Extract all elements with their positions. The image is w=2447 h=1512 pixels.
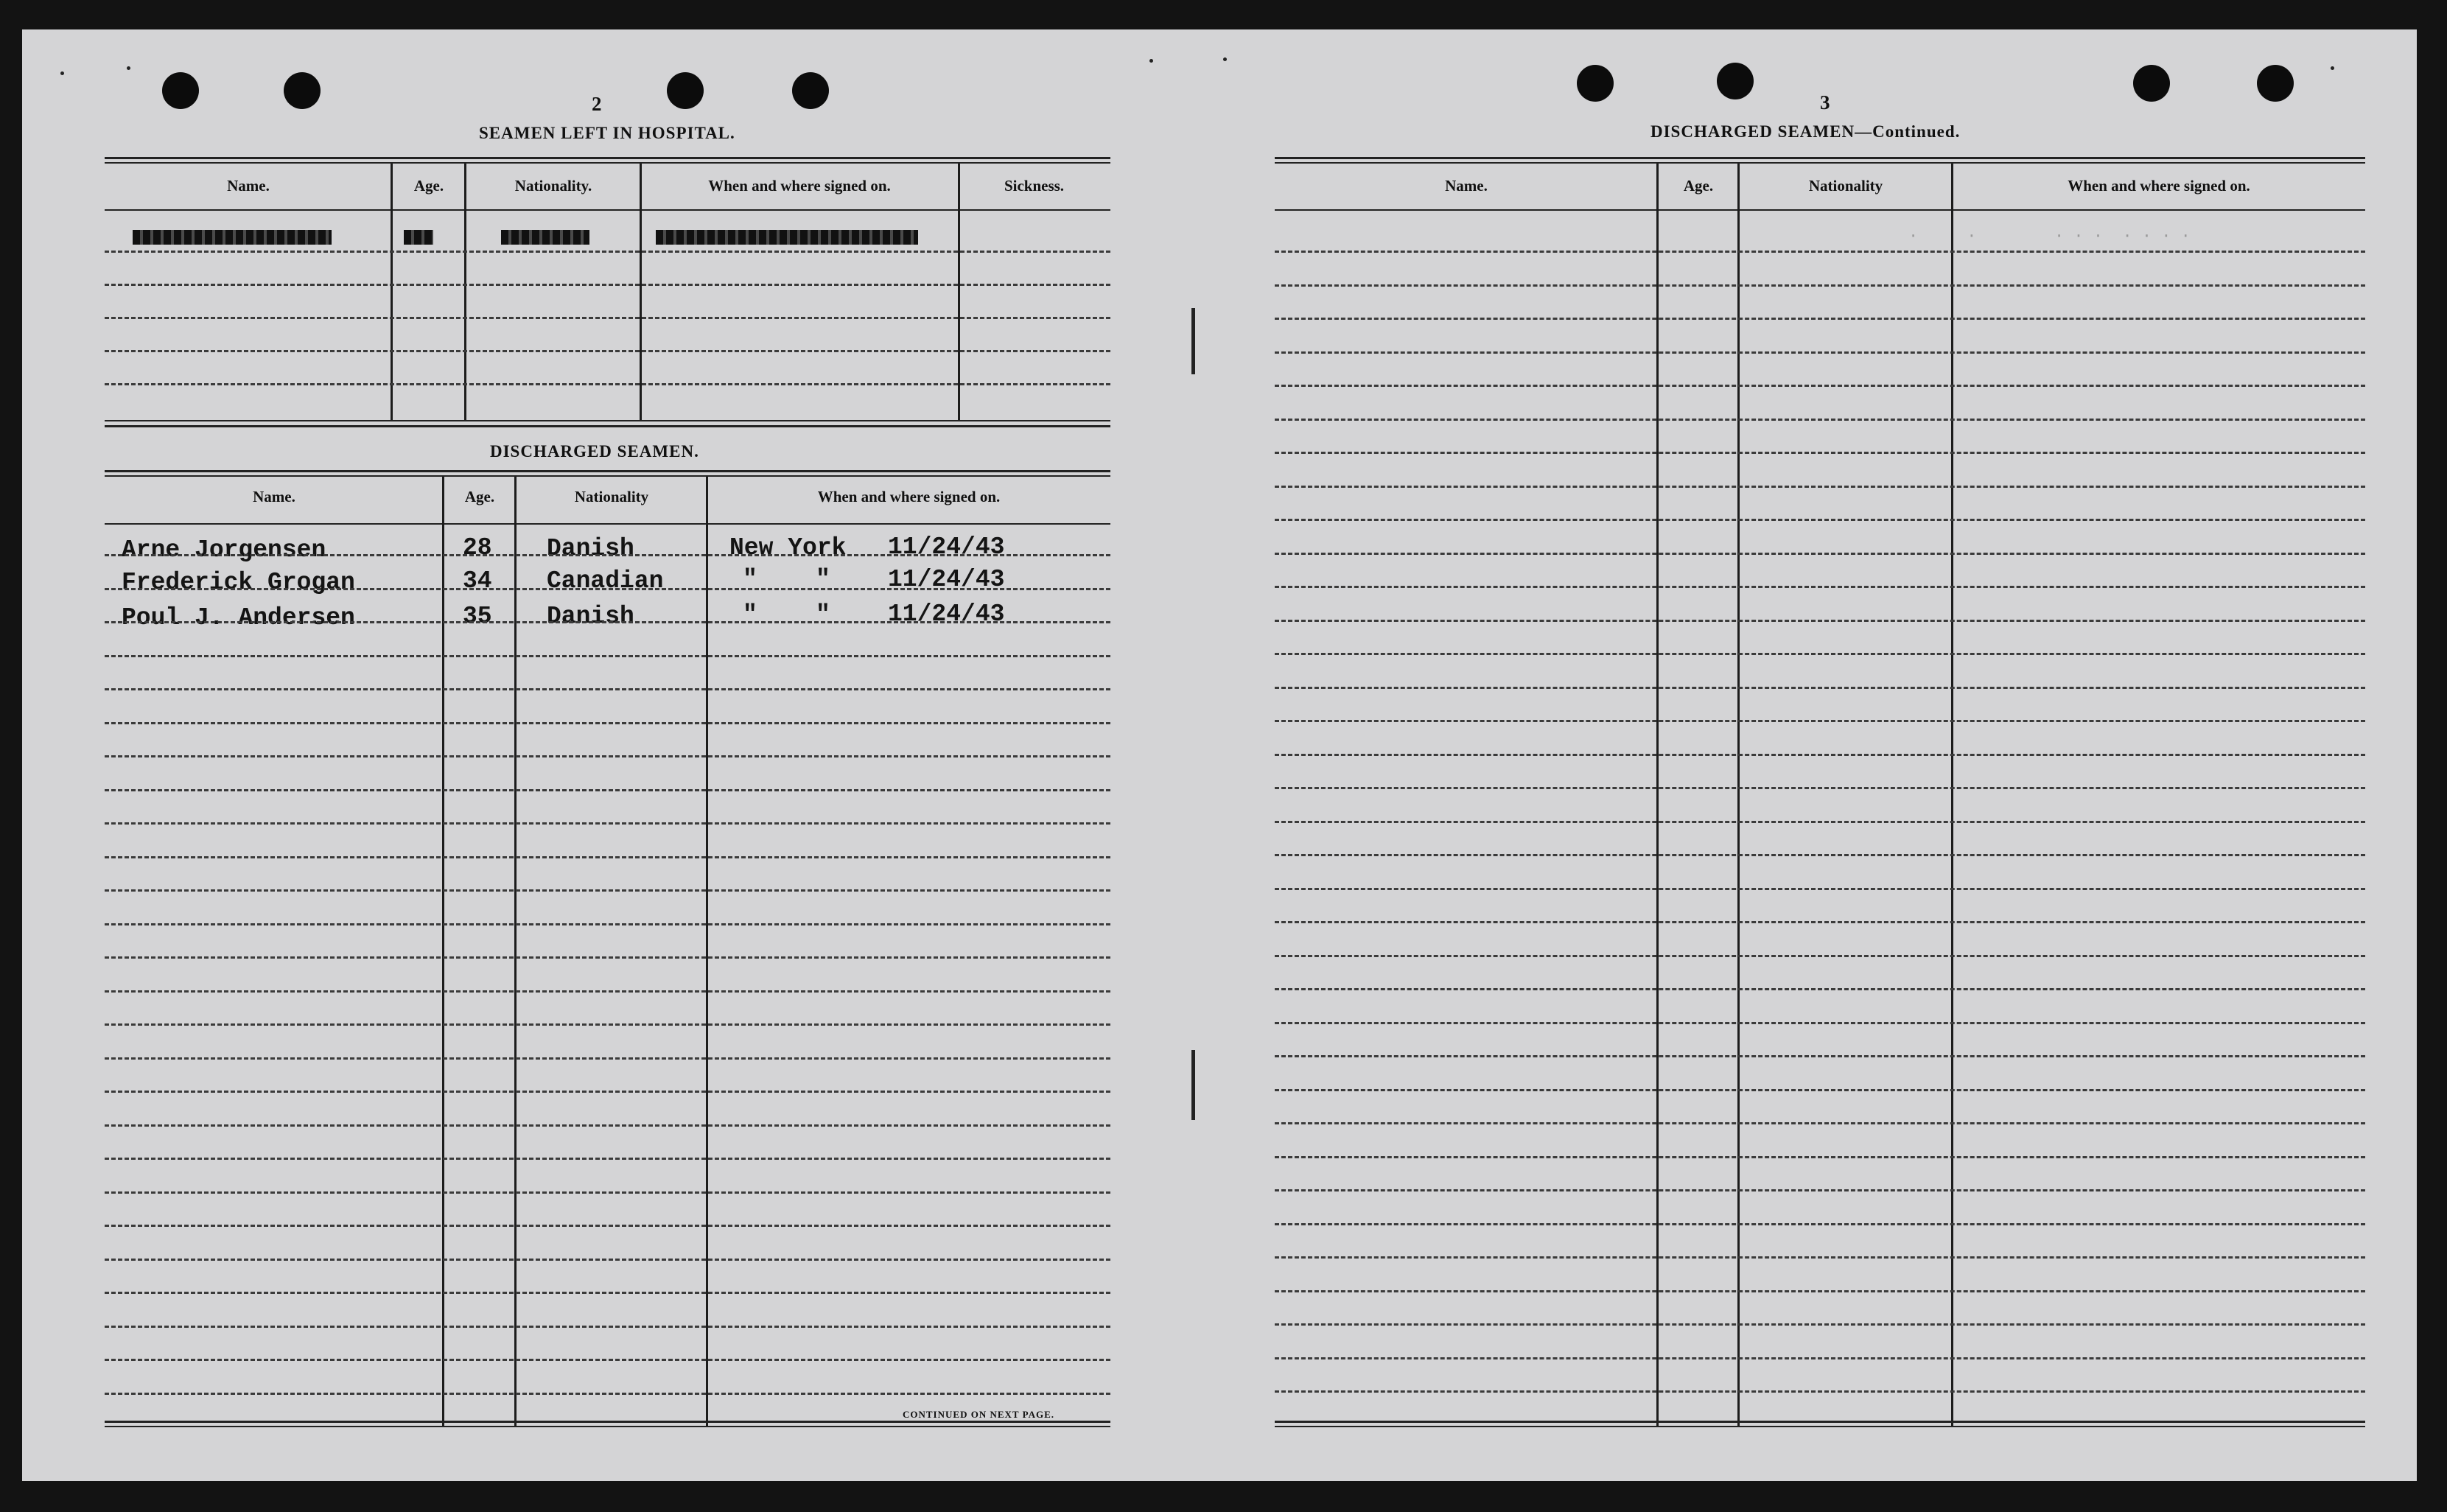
top-rule <box>105 157 1110 159</box>
entry-line <box>105 1326 1110 1328</box>
entry-line <box>1275 419 2365 421</box>
top-rule <box>1275 157 2365 159</box>
entry-line <box>1275 284 2365 287</box>
entry-line <box>105 1023 1110 1026</box>
signed-on-place: " " <box>743 566 830 593</box>
entry-line <box>1275 553 2365 555</box>
entry-line <box>1275 787 2365 789</box>
seaman-age: 35 <box>463 603 492 630</box>
col-header-signed-on: When and where signed on. <box>817 488 1001 505</box>
punch-hole <box>1577 65 1614 102</box>
bottom-rule <box>1275 1426 2365 1427</box>
col-header-nationality: Nationality <box>1808 177 1883 195</box>
signed-on-date: 11/24/43 <box>888 601 1005 628</box>
entry-line <box>105 1191 1110 1194</box>
discharged-section-title: DISCHARGED SEAMEN. <box>490 442 699 461</box>
entry-line <box>105 688 1110 690</box>
seaman-name: Arne Jorgensen <box>122 536 326 564</box>
bottom-rule <box>105 1421 1110 1423</box>
redacted-name <box>133 230 332 245</box>
signed-on-date: 11/24/43 <box>888 533 1005 561</box>
continued-note: CONTINUED ON NEXT PAGE. <box>903 1409 1054 1420</box>
col-header-age: Age. <box>413 177 444 195</box>
entry-line <box>105 1225 1110 1227</box>
discharged-continued-title <box>1650 122 1960 141</box>
entry-line <box>1275 821 2365 823</box>
entry-line <box>1275 1290 2365 1292</box>
punch-hole <box>2133 65 2170 102</box>
section-rule <box>105 425 1110 427</box>
entry-line <box>1275 1256 2365 1259</box>
ink-speck <box>127 66 130 70</box>
col-header-sickness: Sickness. <box>1004 177 1065 195</box>
seaman-nationality: Danish <box>547 603 634 630</box>
entry-line <box>1275 1055 2365 1057</box>
entry-line <box>105 956 1110 959</box>
top-rule <box>1275 162 2365 164</box>
entry-line <box>1275 687 2365 689</box>
bleed-through-mark: · · · · · · · · · <box>1908 227 2191 245</box>
entry-line <box>105 722 1110 724</box>
entry-line <box>1275 620 2365 622</box>
entry-line <box>1275 1189 2365 1191</box>
entry-line <box>105 1359 1110 1361</box>
section-rule <box>105 475 1110 477</box>
col-header-signed-on: When and where signed on. <box>2068 177 2250 195</box>
header-underline <box>105 523 1110 525</box>
redacted-nationality <box>501 230 589 245</box>
seaman-age: 28 <box>463 534 492 561</box>
redacted-signed-on <box>656 230 918 245</box>
entry-line <box>105 990 1110 993</box>
signed-on-place: " " <box>743 601 830 629</box>
ink-speck <box>60 71 64 75</box>
col-header-nationality: Nationality. <box>514 177 592 195</box>
entry-line <box>1275 519 2365 521</box>
bottom-rule <box>1275 1421 2365 1423</box>
title-main: DISCHARGED SEAMEN <box>1650 122 1855 141</box>
title-suffix: —Continued. <box>1855 122 1961 141</box>
document-sheet <box>22 29 2417 1481</box>
entry-line <box>105 655 1110 657</box>
entry-line <box>1275 318 2365 320</box>
punch-hole <box>2257 65 2294 102</box>
entry-line <box>105 1124 1110 1127</box>
entry-line <box>105 889 1110 892</box>
page-number: 2 <box>592 93 602 115</box>
entry-line <box>1275 754 2365 756</box>
signed-on-date: 11/24/43 <box>888 566 1005 593</box>
section-rule <box>105 420 1110 421</box>
entry-line <box>105 1259 1110 1261</box>
entry-line <box>1275 1156 2365 1158</box>
entry-line <box>105 923 1110 925</box>
col-header-name: Name. <box>227 177 270 195</box>
entry-line <box>105 1091 1110 1093</box>
seaman-age: 34 <box>463 567 492 595</box>
entry-line <box>1275 854 2365 856</box>
section-rule <box>105 470 1110 472</box>
entry-line <box>1275 1089 2365 1091</box>
punch-hole <box>667 72 704 109</box>
entry-line <box>105 856 1110 858</box>
entry-line <box>1275 1022 2365 1024</box>
entry-line <box>1275 586 2365 588</box>
binding-clip <box>1191 1050 1195 1120</box>
entry-line <box>105 284 1110 286</box>
entry-line <box>1275 988 2365 990</box>
entry-line <box>1275 888 2365 890</box>
entry-line <box>1275 1390 2365 1393</box>
col-header-nationality: Nationality <box>574 488 649 505</box>
entry-line <box>105 350 1110 352</box>
entry-line <box>1275 653 2365 655</box>
entry-line <box>1275 486 2365 488</box>
seaman-nationality: Canadian <box>547 567 664 595</box>
column-divider <box>442 477 444 1427</box>
col-header-age: Age. <box>1683 177 1714 195</box>
punch-hole <box>284 72 321 109</box>
seaman-name: Frederick Grogan <box>122 569 355 596</box>
punch-hole <box>792 72 829 109</box>
entry-line <box>105 554 1110 556</box>
entry-line <box>105 1292 1110 1294</box>
entry-line <box>105 251 1110 253</box>
col-header-name: Name. <box>253 488 295 505</box>
entry-line <box>1275 251 2365 253</box>
entry-line <box>1275 1223 2365 1225</box>
punch-hole <box>1717 63 1754 99</box>
entry-line <box>105 822 1110 825</box>
entry-line <box>105 1158 1110 1160</box>
entry-line <box>1275 955 2365 957</box>
entry-line <box>105 588 1110 590</box>
entry-line <box>1275 720 2365 722</box>
ink-speck <box>2331 66 2334 70</box>
entry-line <box>105 789 1110 791</box>
entry-line <box>1275 1323 2365 1326</box>
seaman-nationality: Danish <box>547 535 634 562</box>
bottom-rule <box>105 1426 1110 1427</box>
hospital-section-title: SEAMEN LEFT IN HOSPITAL. <box>479 124 735 142</box>
column-divider <box>706 477 708 1427</box>
signed-on-place: New York <box>729 534 847 561</box>
entry-line <box>1275 452 2365 454</box>
binding-clip <box>1191 308 1195 374</box>
entry-line <box>105 317 1110 319</box>
entry-line <box>1275 1122 2365 1124</box>
col-header-signed-on: When and where signed on. <box>708 177 891 195</box>
col-header-name: Name. <box>1445 177 1488 195</box>
entry-line <box>1275 351 2365 354</box>
page-number: 3 <box>1820 91 1830 113</box>
seaman-name: Poul J. Andersen <box>122 604 355 631</box>
ink-speck <box>1223 57 1227 61</box>
redacted-age <box>404 230 433 245</box>
col-header-age: Age. <box>464 488 495 505</box>
punch-hole <box>162 72 199 109</box>
entry-line <box>1275 921 2365 923</box>
ink-speck <box>1149 59 1153 63</box>
entry-line <box>105 383 1110 385</box>
column-divider <box>514 477 517 1427</box>
entry-line <box>1275 385 2365 387</box>
entry-line <box>105 1393 1110 1395</box>
entry-line <box>105 1057 1110 1060</box>
entry-line <box>1275 1357 2365 1359</box>
header-underline <box>1275 209 2365 211</box>
entry-line <box>105 621 1110 623</box>
entry-line <box>105 755 1110 757</box>
